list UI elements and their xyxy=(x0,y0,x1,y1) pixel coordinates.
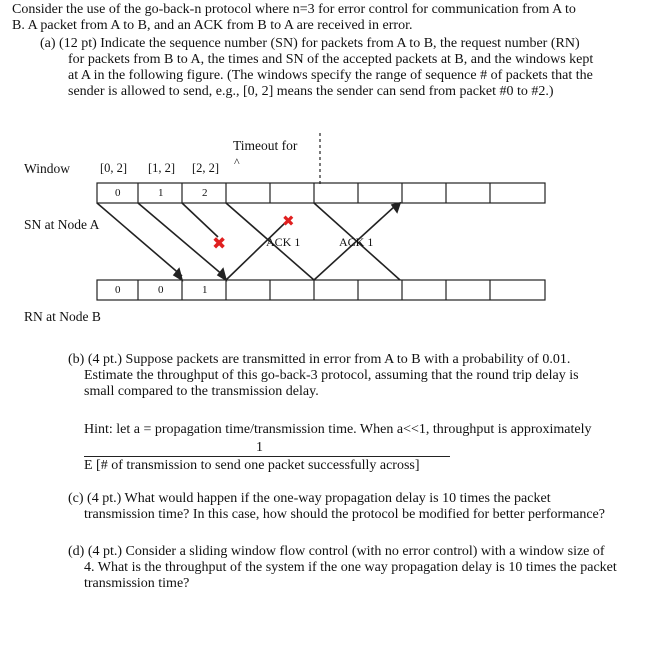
rn-value-0: 0 xyxy=(115,284,121,296)
error-x-ack: ✖ xyxy=(282,212,295,230)
sn-value-2: 2 xyxy=(202,187,208,199)
part-a-line-4: sender is allowed to send, e.g., [0, 2] means the sender can send from packet #0 to #2.) xyxy=(68,84,554,99)
window-1: [1, 2] xyxy=(148,161,176,175)
go-back-n-diagram xyxy=(0,125,662,340)
part-b-line-3: small compared to the transmission delay. xyxy=(84,384,319,399)
window-label: Window xyxy=(24,161,70,176)
hint-fraction-denominator: E [# of transmission to send one packet successfully across] xyxy=(84,458,420,473)
part-d-line-2: 4. What is the throughput of the system if the one way propagation delay is 10 times the packet xyxy=(84,560,617,575)
part-a-line-2: for packets from B to A, the times and SN of the accepted packets at B, and the windows kept xyxy=(68,52,594,67)
timing-figure xyxy=(0,125,662,340)
timeout-caret: ^ xyxy=(234,155,240,169)
part-b-hint: Hint: let a = propagation time/transmission time. When a<<1, throughput is approximately xyxy=(84,422,592,437)
hint-fraction-numerator: 1 xyxy=(256,440,263,455)
sn-row xyxy=(97,183,545,203)
rn-row xyxy=(97,280,545,300)
rn-value-1: 0 xyxy=(158,284,164,296)
part-c-line-2: transmission time? In this case, how should the protocol be modified for better performance? xyxy=(84,507,605,522)
window-0: [0, 2] xyxy=(100,161,128,175)
sn-value-1: 1 xyxy=(158,187,164,199)
part-a-line-3: at A in the following figure. (The windows specify the range of sequence # of packets that the xyxy=(68,68,593,83)
sn-value-0: 0 xyxy=(115,187,121,199)
intro-line-2: B. A packet from A to B, and an ACK from B to A are received in error. xyxy=(12,18,413,33)
ack-1-arrowhead xyxy=(392,203,400,212)
packet-2-arrow-lost xyxy=(182,203,218,237)
rn-value-2: 1 xyxy=(202,284,208,296)
part-d-line-1: (d) (4 pt.) Consider a sliding window flow control (with no error control) with a window size of xyxy=(68,544,605,559)
sn-at-node-a-label: SN at Node A xyxy=(24,217,100,232)
part-b-line-1: (b) (4 pt.) Suppose packets are transmitted in error from A to B with a probability of 0.01. xyxy=(68,352,571,367)
timeout-label: Timeout for xyxy=(233,138,298,153)
part-b-line-2: Estimate the throughput of this go-back-3 protocol, assuming that the round trip delay is xyxy=(84,368,579,383)
part-c-line-1: (c) (4 pt.) What would happen if the one-way propagation delay is 10 times the packet xyxy=(68,491,551,506)
ack-label-2: ACK 1 xyxy=(339,235,374,249)
packet-1-arrowhead xyxy=(218,269,226,280)
part-a-line-1: (a) (12 pt) Indicate the sequence number (SN) for packets from A to B, the request number (RN) xyxy=(40,36,580,51)
intro-line-1: Consider the use of the go-back-n protocol where n=3 for error control for communication from A to xyxy=(12,2,576,17)
window-2: [2, 2] xyxy=(192,161,220,175)
part-d-line-3: transmission time? xyxy=(84,576,190,591)
packet-0-arrow xyxy=(97,203,182,276)
ack-label-1: ACK 1 xyxy=(266,235,301,249)
hint-fraction-bar xyxy=(84,456,450,457)
rn-at-node-b-label: RN at Node B xyxy=(24,309,101,324)
error-x-packet: ✖ xyxy=(212,234,227,254)
